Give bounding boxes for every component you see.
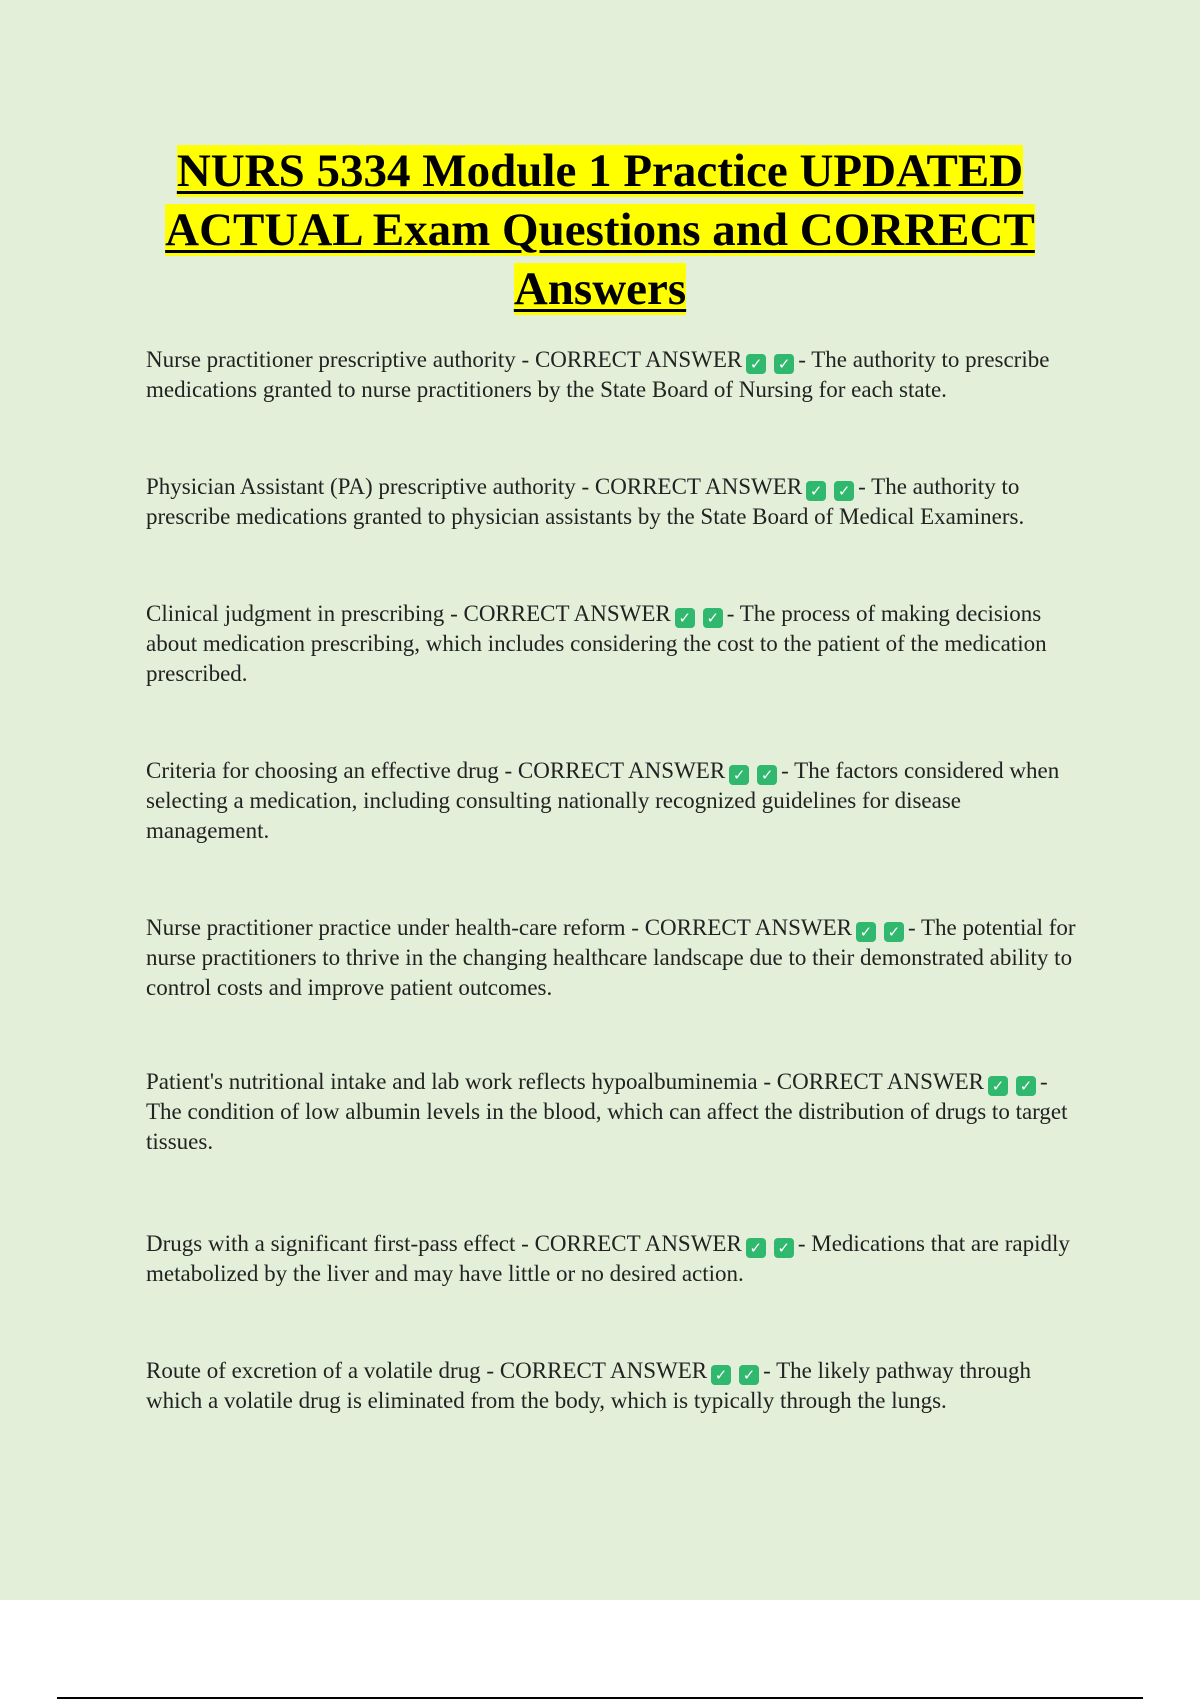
answer-marker: CORRECT ANSWER bbox=[463, 601, 671, 626]
check-mark-icon: ✓ bbox=[703, 608, 723, 628]
answer-marker: CORRECT ANSWER bbox=[534, 347, 743, 372]
check-mark-icon: ✓ bbox=[806, 481, 826, 501]
answer-marker: CORRECT ANSWER bbox=[594, 474, 803, 499]
check-mark-icon: ✓ bbox=[675, 608, 695, 628]
check-mark-icon: ✓ bbox=[1016, 1076, 1036, 1096]
check-mark-icon: ✓ bbox=[729, 765, 749, 785]
qa-term: Route of excretion of a volatile drug bbox=[146, 1358, 481, 1383]
footer-divider bbox=[57, 1697, 1143, 1699]
page-title-text: NURS 5334 Module 1 Practice UPDATED ACTUAL Exam Questions and CORRECT Answers bbox=[165, 145, 1035, 315]
qa-item: Clinical judgment in prescribing - CORRECT ANSWER ✓ ✓ - The process of making decisions about medication prescribing, which includes considering the cost to the patient of the medication prescribed. bbox=[146, 601, 1047, 686]
check-mark-icon: ✓ bbox=[746, 354, 766, 374]
qa-item: Route of excretion of a volatile drug - CORRECT ANSWER ✓ ✓ - The likely pathway through which a volatile drug is eliminated from the body, which is typically through the lungs. bbox=[146, 1358, 1031, 1413]
qa-item: Criteria for choosing an effective drug - CORRECT ANSWER ✓ ✓ - The factors considered when selecting a medication, including consulting nationally recognized guidelines for disease management. bbox=[146, 758, 1060, 843]
check-mark-icon: ✓ bbox=[988, 1076, 1008, 1096]
qa-definition: Medications that are rapidly metabolized by the liver and may have little or no desired action. bbox=[146, 1231, 1070, 1286]
check-mark-icon: ✓ bbox=[739, 1365, 759, 1385]
title-block bbox=[140, 142, 1060, 319]
qa-term: Nurse practitioner prescriptive authority bbox=[146, 347, 516, 372]
answer-marker: CORRECT ANSWER bbox=[499, 1358, 708, 1383]
check-mark-icon: ✓ bbox=[746, 1238, 766, 1258]
qa-term: Patient's nutritional intake and lab work reflects hypoalbuminemia bbox=[146, 1069, 758, 1094]
check-mark-icon: ✓ bbox=[834, 481, 854, 501]
check-mark-icon: ✓ bbox=[757, 765, 777, 785]
qa-definition: The condition of low albumin levels in the blood, which can affect the distribution of drugs to target tissues. bbox=[146, 1099, 1068, 1154]
qa-item: Drugs with a significant first-pass effect - CORRECT ANSWER ✓ ✓ - Medications that are rapidly metabolized by the liver and may have little or no desired action. bbox=[146, 1231, 1070, 1286]
qa-definition: The factors considered when selecting a medication, including consulting nationally recognized guidelines for disease management. bbox=[146, 758, 1060, 843]
qa-definition: The potential for nurse practitioners to thrive in the changing healthcare landscape due to their demonstrated ability to control costs and improve patient outcomes. bbox=[146, 915, 1076, 1000]
qa-definition: The authority to prescribe medications granted to nurse practitioners by the State Board of Nursing for each state. bbox=[146, 347, 1050, 402]
qa-term: Clinical judgment in prescribing bbox=[146, 601, 445, 626]
check-mark-icon: ✓ bbox=[711, 1365, 731, 1385]
qa-item: Physician Assistant (PA) prescriptive authority - CORRECT ANSWER ✓ ✓ - The authority to prescribe medications granted to physician assistants by the State Board of Medical Examiners. bbox=[146, 474, 1025, 529]
check-mark-icon: ✓ bbox=[884, 922, 904, 942]
qa-item: Patient's nutritional intake and lab work reflects hypoalbuminemia - CORRECT ANSWER ✓ ✓ - The condition of low albumin levels in the blood, which can affect the distribution of drugs to target tissues. bbox=[146, 1069, 1068, 1154]
check-mark-icon: ✓ bbox=[774, 1238, 794, 1258]
qa-definition: The authority to prescribe medications granted to physician assistants by the State Board of Medical Examiners. bbox=[146, 474, 1025, 529]
qa-definition: The likely pathway through which a volatile drug is eliminated from the body, which is typically through the lungs. bbox=[146, 1358, 1031, 1413]
qa-term: Drugs with a significant first-pass effect bbox=[146, 1231, 516, 1256]
qa-term: Physician Assistant (PA) prescriptive authority bbox=[146, 474, 576, 499]
check-mark-icon: ✓ bbox=[774, 354, 794, 374]
answer-marker: CORRECT ANSWER bbox=[534, 1231, 742, 1256]
qa-item: Nurse practitioner practice under health-care reform - CORRECT ANSWER ✓ ✓ - The potential for nurse practitioners to thrive in the changing healthcare landscape due to their demonstrated ability to control costs and improve patient outcomes. bbox=[146, 915, 1076, 1000]
check-mark-icon: ✓ bbox=[856, 922, 876, 942]
qa-item: Nurse practitioner prescriptive authority - CORRECT ANSWER ✓ ✓ - The authority to prescribe medications granted to nurse practitioners by the State Board of Nursing for each state. bbox=[146, 347, 1050, 402]
qa-term: Criteria for choosing an effective drug bbox=[146, 758, 499, 783]
qa-term: Nurse practitioner practice under health-care reform bbox=[146, 915, 626, 940]
answer-marker: CORRECT ANSWER bbox=[776, 1069, 984, 1094]
answer-marker: CORRECT ANSWER bbox=[644, 915, 852, 940]
page-title bbox=[140, 142, 1060, 319]
answer-marker: CORRECT ANSWER bbox=[517, 758, 726, 783]
qa-definition: The process of making decisions about medication prescribing, which includes considering the cost to the patient of the medication prescribed. bbox=[146, 601, 1047, 686]
